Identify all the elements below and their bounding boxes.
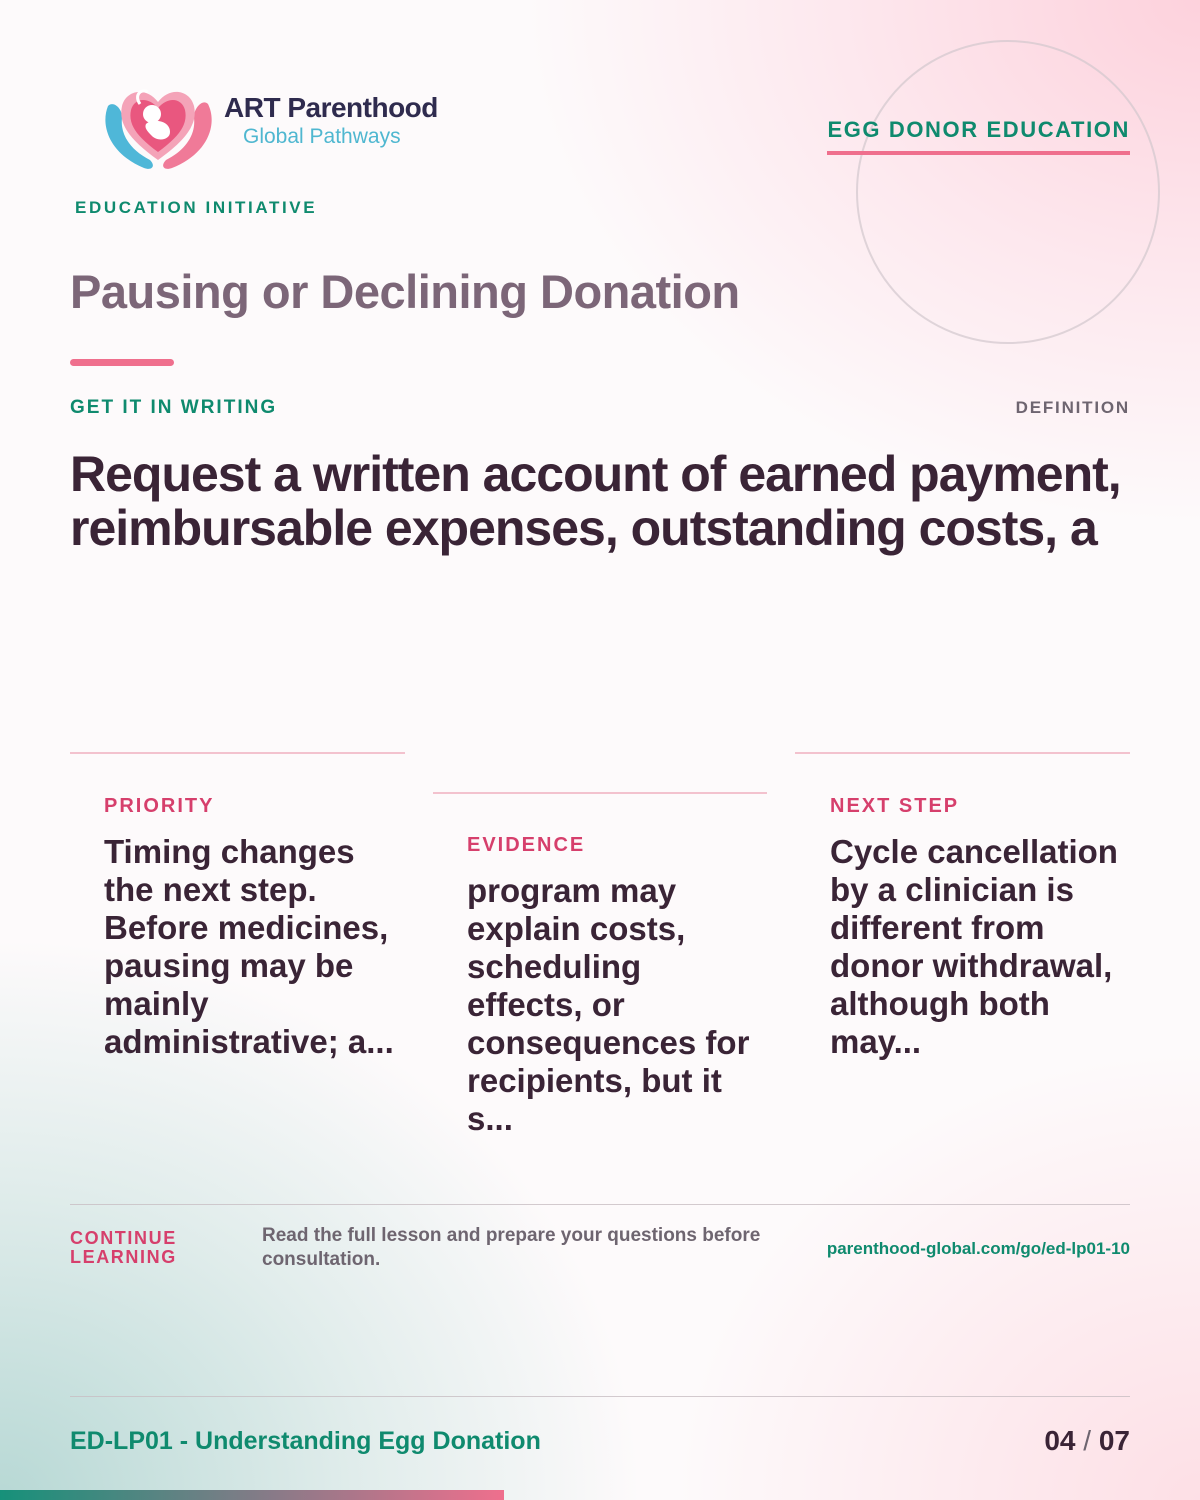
course-title: ED-LP01 - Understanding Egg Donation (70, 1427, 541, 1455)
card-priority-label: PRIORITY (104, 795, 215, 817)
card-next-step-text: Cycle cancellation by a clinician is different from donor withdrawal, although both may... (830, 833, 1118, 1060)
lesson-link[interactable]: parenthood-global.com/go/ed-lp01-10 (826, 1239, 1130, 1258)
page-separator: / (1083, 1425, 1092, 1456)
card-priority-rule (70, 752, 405, 754)
decorative-circle (856, 40, 1160, 344)
continue-learning-text: Read the full lesson and prepare your questions before consultation. (262, 1225, 761, 1270)
card-evidence-label: EVIDENCE (467, 834, 586, 856)
brand-logo-icon (100, 74, 216, 172)
page-total: 07 (1098, 1425, 1130, 1456)
progress-bar (0, 1490, 504, 1500)
footer-divider-top (70, 1204, 1130, 1205)
card-priority-text: Timing changes the next step. Before medicines, pausing may be mainly administrative; a... (104, 833, 394, 1060)
card-next-step-label: NEXT STEP (830, 795, 960, 817)
section-label: GET IT IN WRITING (70, 397, 278, 418)
card-next-step-rule (795, 752, 1130, 754)
definition-tag: DEFINITION (1015, 398, 1130, 417)
card-evidence-rule (433, 792, 767, 794)
page-title: Pausing or Declining Donation (70, 265, 740, 318)
continue-learning-label: CONTINUE LEARNING (70, 1228, 177, 1267)
brand-subtitle: Global Pathways (243, 125, 401, 148)
footer-divider-bottom (70, 1396, 1130, 1397)
page-number (1044, 1425, 1130, 1457)
brand-name: ART Parenthood (224, 92, 438, 123)
page-current: 04 (1044, 1425, 1076, 1456)
section-headline: Request a written account of earned payment, reimbursable expenses, outstanding costs, a (70, 446, 1121, 556)
card-evidence-text: program may explain costs, scheduling effects, or consequences for recipients, but it s... (467, 872, 750, 1137)
title-accent-bar (70, 359, 174, 366)
series-label: EGG DONOR EDUCATION (827, 117, 1130, 155)
initiative-label: EDUCATION INITIATIVE (75, 198, 318, 217)
